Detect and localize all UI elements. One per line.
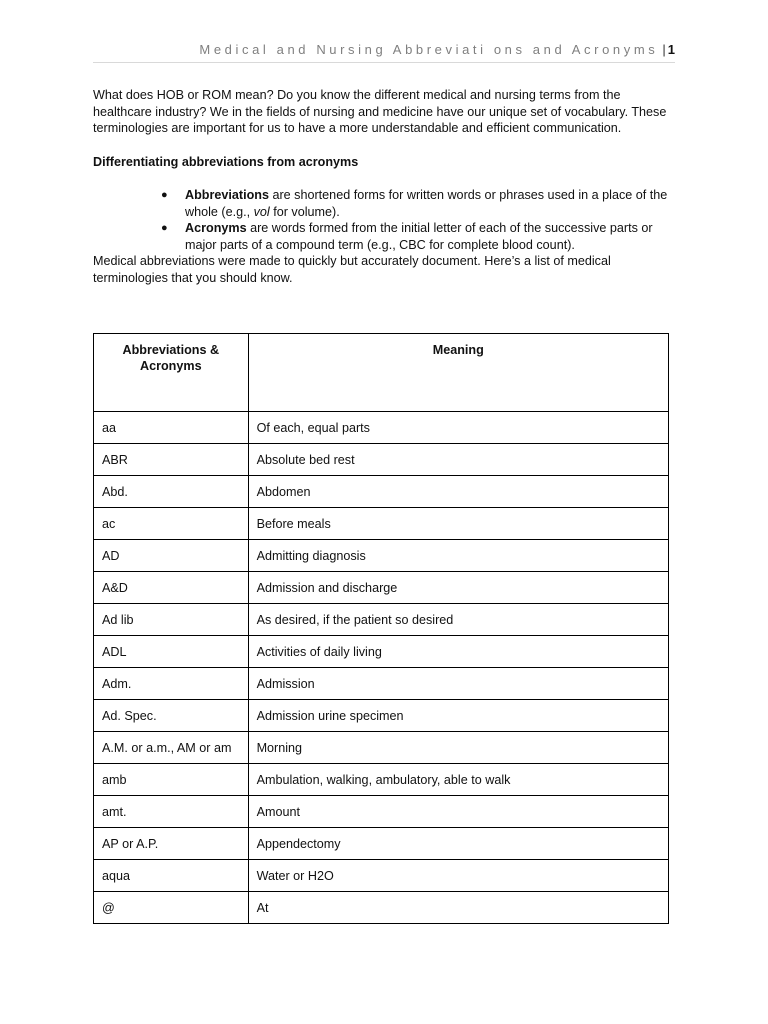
meaning-cell: Activities of daily living (248, 636, 668, 668)
definition-text: are words formed from the initial letter of each of the successive parts or major parts of a compound term (e.g., CBC for complete blood count). (185, 221, 653, 252)
document-title: Medical and Nursing Abbreviati ons and Acronyms (199, 42, 659, 57)
header-separator: | (662, 42, 666, 57)
abbreviation-cell: ac (94, 508, 249, 540)
table-row (94, 540, 669, 572)
meaning-cell: Admission urine specimen (248, 700, 668, 732)
abbreviation-cell: amb (94, 764, 249, 796)
table-row (94, 572, 669, 604)
intro-paragraph: What does HOB or ROM mean? Do you know the different medical and nursing terms from the healthcare industry? We in the fields of nursing and medicine have our unique set of vocabulary. These terminologies are important for us to have a more understandable and efficient communication. (93, 88, 667, 135)
meaning-cell: At (248, 892, 668, 924)
page-header (93, 42, 675, 63)
page-number: 1 (667, 42, 675, 57)
meaning-cell: Admitting diagnosis (248, 540, 668, 572)
abbreviation-cell: A.M. or a.m., AM or am (94, 732, 249, 764)
table-row (94, 508, 669, 540)
abbreviation-cell: aqua (94, 860, 249, 892)
abbreviation-cell: aa (94, 412, 249, 444)
table-row (94, 796, 669, 828)
table-header-row (94, 334, 669, 412)
definition-term: Abbreviations (185, 188, 269, 202)
table-row (94, 828, 669, 860)
table-row (94, 604, 669, 636)
definition-example: vol (253, 204, 270, 219)
bullet-icon: ● (161, 189, 168, 201)
table-row (94, 860, 669, 892)
section-heading: Differentiating abbreviations from acronyms (93, 154, 359, 169)
column-header-abbreviation: Abbreviations & Acronyms (94, 334, 249, 412)
abbreviation-cell: Ad lib (94, 604, 249, 636)
meaning-cell: As desired, if the patient so desired (248, 604, 668, 636)
meaning-cell: Admission (248, 668, 668, 700)
table-row (94, 412, 669, 444)
table-row (94, 732, 669, 764)
table-row (94, 700, 669, 732)
table-row (94, 636, 669, 668)
abbreviation-cell: A&D (94, 572, 249, 604)
abbreviation-cell: amt. (94, 796, 249, 828)
meaning-cell: Before meals (248, 508, 668, 540)
column-header-meaning: Meaning (248, 334, 668, 412)
definition-item-acronyms (93, 220, 675, 253)
meaning-cell: Abdomen (248, 476, 668, 508)
bullet-icon: ● (161, 222, 168, 234)
definition-term: Acronyms (185, 221, 247, 235)
abbreviation-cell: AP or A.P. (94, 828, 249, 860)
meaning-cell: Appendectomy (248, 828, 668, 860)
abbreviation-cell: Abd. (94, 476, 249, 508)
table-row (94, 444, 669, 476)
meaning-cell: Ambulation, walking, ambulatory, able to walk (248, 764, 668, 796)
abbreviation-cell: Ad. Spec. (94, 700, 249, 732)
list-intro-paragraph: Medical abbreviations were made to quickly but accurately document. Here’s a list of medical terminologies that you should know. (93, 254, 611, 285)
document-body (93, 87, 675, 286)
definition-item-abbreviations (93, 187, 675, 220)
abbreviations-table (93, 333, 669, 924)
table-row (94, 476, 669, 508)
meaning-cell: Amount (248, 796, 668, 828)
definition-list (93, 187, 675, 253)
table-row (94, 892, 669, 924)
abbreviation-cell: ABR (94, 444, 249, 476)
definition-text-end: for volume). (269, 204, 340, 219)
meaning-cell: Of each, equal parts (248, 412, 668, 444)
abbreviation-cell: ADL (94, 636, 249, 668)
definition-text: are shortened forms for written words or phrases used in a place of the whole (e.g., (185, 188, 668, 219)
table-row (94, 668, 669, 700)
abbreviation-cell: Adm. (94, 668, 249, 700)
table-row (94, 764, 669, 796)
abbreviation-cell: AD (94, 540, 249, 572)
meaning-cell: Absolute bed rest (248, 444, 668, 476)
meaning-cell: Water or H2O (248, 860, 668, 892)
meaning-cell: Morning (248, 732, 668, 764)
meaning-cell: Admission and discharge (248, 572, 668, 604)
abbreviation-cell: @ (94, 892, 249, 924)
